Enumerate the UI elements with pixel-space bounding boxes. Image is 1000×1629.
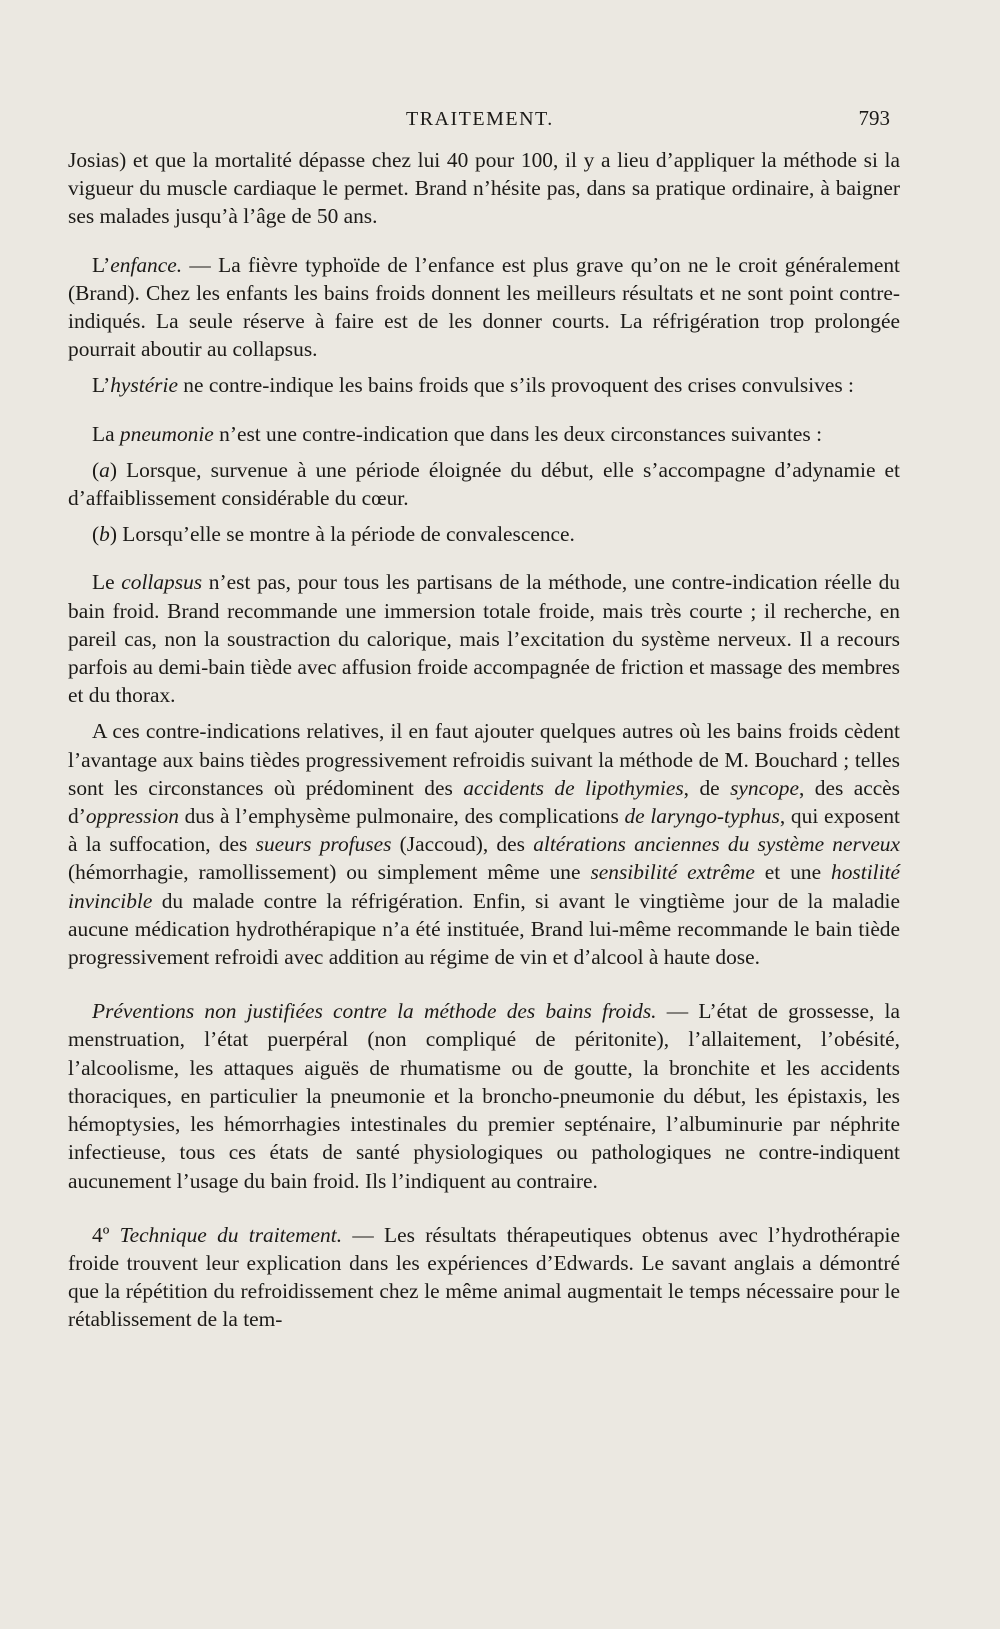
paragraph-text: n’est pas, pour tous les partisans de la méthode, une contre-indication réelle du bain froid. Brand recommande une immersion totale froide, mais très courte ; il recherche, en pareil cas, non la soustraction du calorique, mais l’excitation du système nerveux. Il a recours parfois au demi-bain tiède avec affusion froide accompagnée de friction et massage des membres et du thorax.	[68, 570, 900, 708]
list-marker: a	[99, 457, 110, 482]
section-term: enfance.	[110, 252, 183, 277]
paragraph-enfance	[68, 251, 900, 364]
italic-term: oppression	[85, 804, 179, 829]
paragraph-technique	[68, 1221, 900, 1334]
paragraph-contre-indications	[68, 717, 900, 971]
paragraph-text: A ces contre-indications relatives, il en faut ajouter quelques autres où les bains froids cèdent l’avantage aux bains tièdes progressivement refroidis suivant la méthode de M. Bouchard ; telles sont les circonstances où prédominent des	[68, 719, 900, 800]
section-number: 4º	[92, 1222, 110, 1247]
paragraph-hysterie	[68, 371, 900, 399]
paragraph-text: et une	[754, 860, 832, 885]
italic-term: accidents de lipothymies	[463, 775, 684, 800]
paragraph-text: Lorsqu’elle se montre à la période de convalescence.	[116, 522, 575, 547]
paragraph-text: dus à l’emphysème pulmonaire, des complications	[178, 804, 625, 829]
paragraph-pneumonie	[68, 420, 900, 448]
paragraph-text: Lorsque, survenue à une période éloignée du début, elle s’accompagne d’adynamie et d’affaiblissement considérable du cœur.	[68, 457, 900, 511]
section-heading-inline: Préventions non justifiées contre la méthode des bains froids.	[92, 999, 657, 1024]
paragraph-text: , des accès d’	[68, 775, 901, 829]
list-marker: b	[99, 522, 110, 547]
paragraph-text: (Jaccoud), des	[391, 832, 534, 857]
paragraph-case-a	[68, 456, 900, 512]
paragraph-text: (hémorrhagie, ramollissement) ou simplement même une	[68, 860, 591, 885]
section-term: hystérie	[110, 373, 178, 398]
paragraph-text: Le	[92, 570, 122, 595]
paragraph-case-b	[68, 520, 900, 548]
paragraph-text: La	[92, 421, 120, 446]
paragraph-text: Josias) et que la mortalité dépasse chez lui 40 pour 100, il y a lieu d’appliquer la méthode si la vigueur du muscle cardiaque le permet. Brand n’hésite pas, dans sa pratique ordinaire, à baigner ses malades jusqu’à l’âge de 50 ans.	[68, 148, 900, 229]
italic-term: de laryngo-typhus	[624, 804, 780, 829]
body-text	[68, 146, 900, 1334]
paragraph-continuation	[68, 146, 900, 231]
paragraph-text: , qui exposent à la suffocation, des	[68, 804, 900, 857]
marker-paren: )	[109, 457, 117, 482]
marker-paren: (	[92, 457, 100, 482]
paragraph-text: n’est une contre-indication que dans les deux circonstances suivantes :	[213, 421, 823, 446]
paragraph-text: — La fièvre typhoïde de l’enfance est plus grave qu’on ne le croit généralement (Brand). Chez les enfants les bains froids donnent les meilleurs résultats et ne sont point contre-indiqués. La seule réserve à faire est de les donner courts. La réfrigération trop prolongée pourrait aboutir au collapsus.	[68, 252, 900, 362]
running-head	[66, 108, 890, 138]
paragraph-text: , de	[683, 775, 731, 800]
article: L’	[92, 373, 111, 398]
paragraph-preventions	[68, 997, 900, 1194]
section-term: pneumonie	[119, 421, 214, 446]
section-term: collapsus	[121, 570, 203, 595]
paragraph-collapsus	[68, 568, 900, 709]
running-head-title: TRAITEMENT.	[406, 108, 554, 130]
section-heading-inline: Technique du traitement.	[119, 1222, 343, 1247]
italic-term: sensibilité extrême	[590, 860, 755, 885]
italic-term: syncope	[730, 775, 799, 800]
article: L’	[92, 252, 111, 277]
italic-term: altérations anciennes du système nerveux	[533, 832, 900, 857]
page-number: 793	[858, 106, 890, 130]
paragraph-text: du malade contre la réfrigération. Enfin, si avant le vingtième jour de la maladie aucune médication hydrothérapique n’a été instituée, Brand lui-même recommande le bain tiède progressivement refroidi avec addition au régime de vin et d’alcool à haute dose.	[68, 888, 900, 970]
paragraph-text: — L’état de grossesse, la menstruation, l’état puerpéral (non compliqué de péritonite), l’allaitement, l’obésité, l’alcoolisme, les attaques aiguës de rhumatisme ou de goutte, la bronchite et les accidents thoraciques, en particulier la pneumonie et la broncho-pneumonie du début, les épistaxis, les hémoptysies, les hémorrhagies intestinales du premier septénaire, l’albuminurie par néphrite infectieuse, tous ces états de santé physiologiques ou pathologiques ne contre-indiquent aucunement l’usage du bain froid. Ils l’indiquent au contraire.	[68, 999, 900, 1193]
marker-paren: )	[109, 522, 117, 547]
marker-paren: (	[92, 522, 100, 547]
paragraph-text: ne contre-indique les bains froids que s’ils provoquent des crises convulsives :	[177, 373, 854, 398]
italic-term: hostilité invincible	[68, 860, 900, 913]
italic-term: sueurs profuses	[255, 832, 392, 857]
paragraph-text: — Les résultats thérapeutiques obtenus avec l’hydrothérapie froide trouvent leur explication dans les expériences d’Edwards. Le savant anglais a démontré que la répétition du refroidissement chez le même animal augmentait le temps nécessaire pour le rétablissement de la tem-	[68, 1222, 900, 1332]
